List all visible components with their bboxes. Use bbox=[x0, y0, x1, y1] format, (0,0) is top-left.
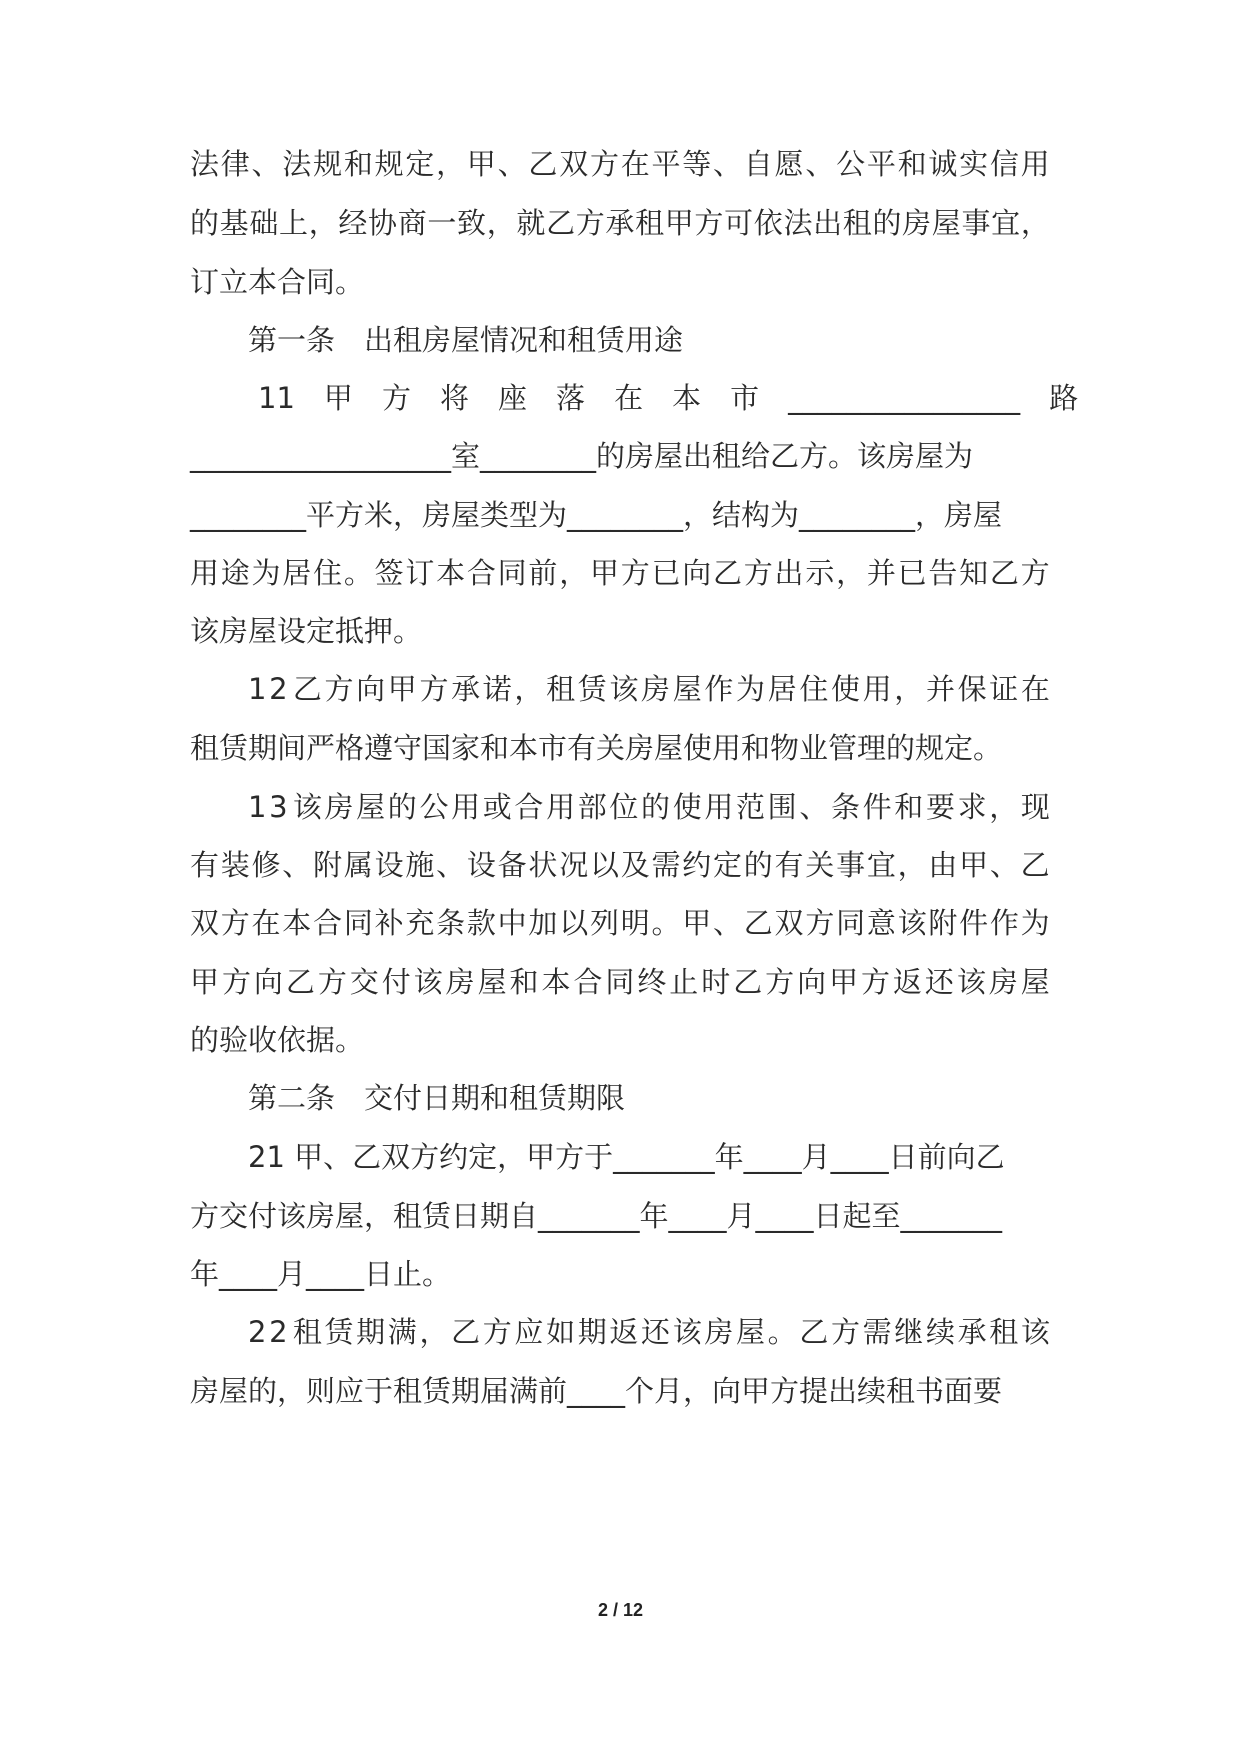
body-line: 21 甲、乙双方约定，甲方于_______年____月____日前向乙 bbox=[248, 1140, 1005, 1174]
body-line: 房屋的，则应于租赁期届满前____个月，向甲方提出续租书面要 bbox=[190, 1374, 1003, 1408]
body-line: 甲 方 向 乙 方 交 付 该 房 屋 和 本 合 同 终 止 时 乙 方 向 甲 方 返 还 该 房 屋 bbox=[190, 965, 1050, 999]
body-line: __________________室________的房屋出租给乙方。该房屋为 bbox=[190, 439, 974, 473]
body-line: 2 2 租 赁 期 满 ， 乙 方 应 如 期 返 还 该 房 屋 。 乙 方 需 继 续 承 租 该 bbox=[248, 1315, 1050, 1349]
article-heading: 第一条 出租房屋情况和租赁用途 bbox=[248, 323, 684, 357]
body-line: 年____月____日止。 bbox=[190, 1257, 452, 1291]
body-line: 有 装 修 、 附 属 设 施 、 设 备 状 况 以 及 需 约 定 的 有 关 事 宜 ， 由 甲 、 乙 bbox=[190, 848, 1050, 882]
body-line: 订立本合同。 bbox=[190, 265, 365, 299]
body-line: 该房屋设定抵押。 bbox=[190, 614, 423, 648]
body-line: 租赁期间严格遵守国家和本市有关房屋使用和物业管理的规定。 bbox=[190, 731, 1003, 765]
body-line: 法 律 、 法 规 和 规 定 ， 甲 、 乙 双 方 在 平 等 、 自 愿 、 公 平 和 诚 实 信 用 bbox=[190, 147, 1050, 181]
article-heading: 第二条 交付日期和租赁期限 bbox=[248, 1081, 626, 1115]
body-line: 1 2 乙 方 向 甲 方 承 诺 ， 租 赁 该 房 屋 作 为 居 住 使 用 ， 并 保 证 在 bbox=[248, 672, 1050, 706]
body-line: 1 1 甲 方 将 座 落 在 本 市 _ _ _ _ _ _ _ _ _ _ _ _ _ _ _ _ 路 bbox=[258, 381, 1079, 415]
body-line: ________平方米，房屋类型为________，结构为________，房屋 bbox=[190, 498, 1003, 532]
page-number: 2 / 12 bbox=[597, 1600, 644, 1620]
body-line: 的验收依据。 bbox=[190, 1023, 365, 1057]
body-line: 1 3 该 房 屋 的 公 用 或 合 用 部 位 的 使 用 范 围 、 条 件 和 要 求 ， 现 bbox=[248, 790, 1050, 824]
body-line: 的 基 础 上 ， 经 协 商 一 致 ， 就 乙 方 承 租 甲 方 可 依 法 出 租 的 房 屋 事 宜 ， bbox=[190, 206, 1050, 240]
body-line: 方交付该房屋，租赁日期自_______年____月____日起至_______ bbox=[190, 1199, 1003, 1233]
body-line: 用 途 为 居 住 。 签 订 本 合 同 前 ， 甲 方 已 向 乙 方 出 示 ， 并 已 告 知 乙 方 bbox=[190, 556, 1050, 590]
body-line: 双 方 在 本 合 同 补 充 条 款 中 加 以 列 明 。 甲 、 乙 双 方 同 意 该 附 件 作 为 bbox=[190, 906, 1050, 940]
